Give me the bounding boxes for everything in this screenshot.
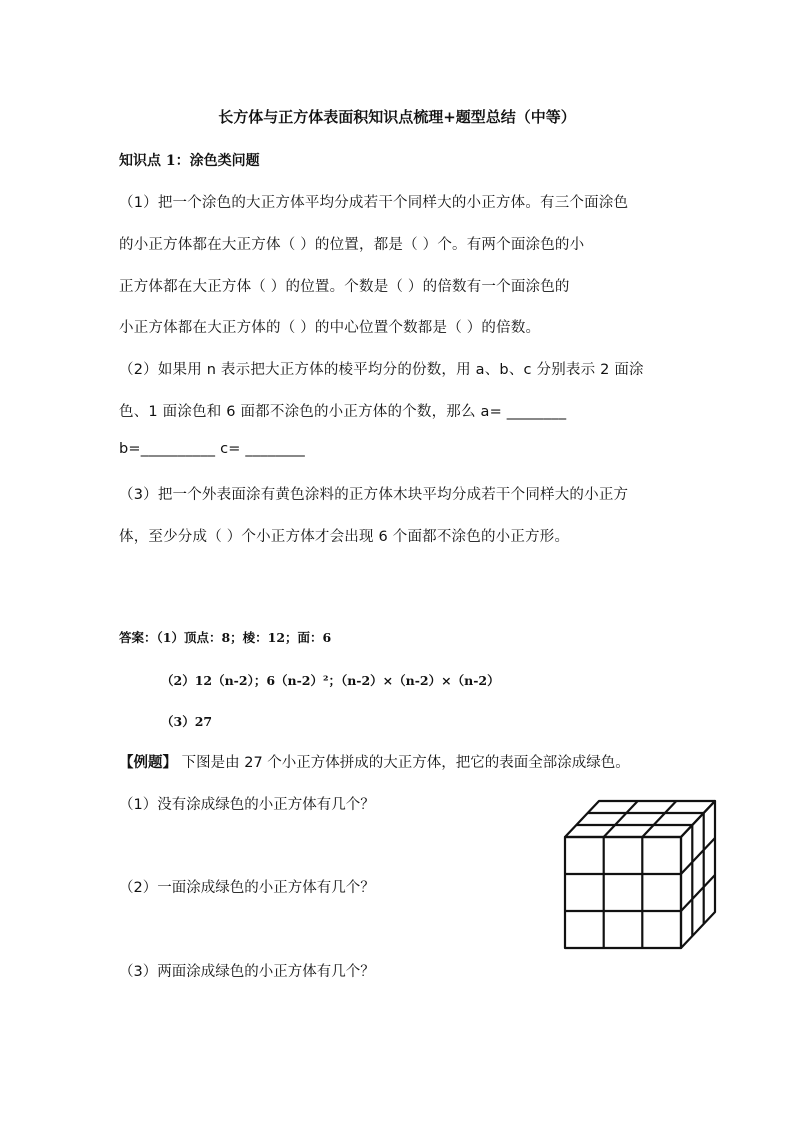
example-tag: 【例题】 [119,755,177,771]
problem-line-9: 体，至少分成（ ）个小正方体才会出现 6 个面都不涂色的小正方形。 [119,529,570,545]
problem-line-4: 小正方体都在大正方体的（ ）的中心位置个数都是（ ）的倍数。 [119,320,541,336]
problem-line-7: b=__________ c= ________ [119,441,305,457]
answer-line-3: （3）27 [161,714,213,729]
problem-line-3: 正方体都在大正方体（ ）的位置。个数是（ ）的倍数有一个面涂色的 [119,279,570,295]
problem-line-2: 的小正方体都在大正方体（ ）的位置，都是（ ）个。有两个面涂色的小 [119,237,585,253]
example-text: 下图是由 27 个小正方体拼成的大正方体，把它的表面全部涂成绿色。 [177,755,630,771]
example-question-2: （2）一面涂成绿色的小正方体有几个？ [119,880,375,896]
cube-figure [555,796,720,956]
example-question-3: （3）两面涂成绿色的小正方体有几个？ [119,964,375,980]
section-heading: 知识点 1：涂色类问题 [119,153,260,169]
problem-line-1: （1）把一个涂色的大正方体平均分成若干个同样大的小正方体。有三个面涂色 [119,195,629,211]
page-title: 长方体与正方体表面积知识点梳理+题型总结（中等） [218,108,576,126]
example-heading [119,751,630,772]
answer-heading: 答案：（1）顶点：8；棱：12；面：6 [119,630,332,645]
answer-line-2: （2）12（n-2）；6（n-2）²；（n-2）×（n-2）×（n-2） [161,673,500,688]
problem-line-6: 色、1 面涂色和 6 面都不涂色的小正方体的个数，那么 a= ________ [119,404,567,420]
example-question-1: （1）没有涂成绿色的小正方体有几个？ [119,797,375,813]
cube-front-face [565,837,681,948]
problem-line-5: （2）如果用 n 表示把大正方体的棱平均分的份数，用 a、b、c 分别表示 2 面涂 [119,362,644,378]
cube-right-face [681,801,715,948]
problem-line-8: （3）把一个外表面涂有黄色涂料的正方体木块平均分成若干个同样大的小正方 [119,487,629,503]
